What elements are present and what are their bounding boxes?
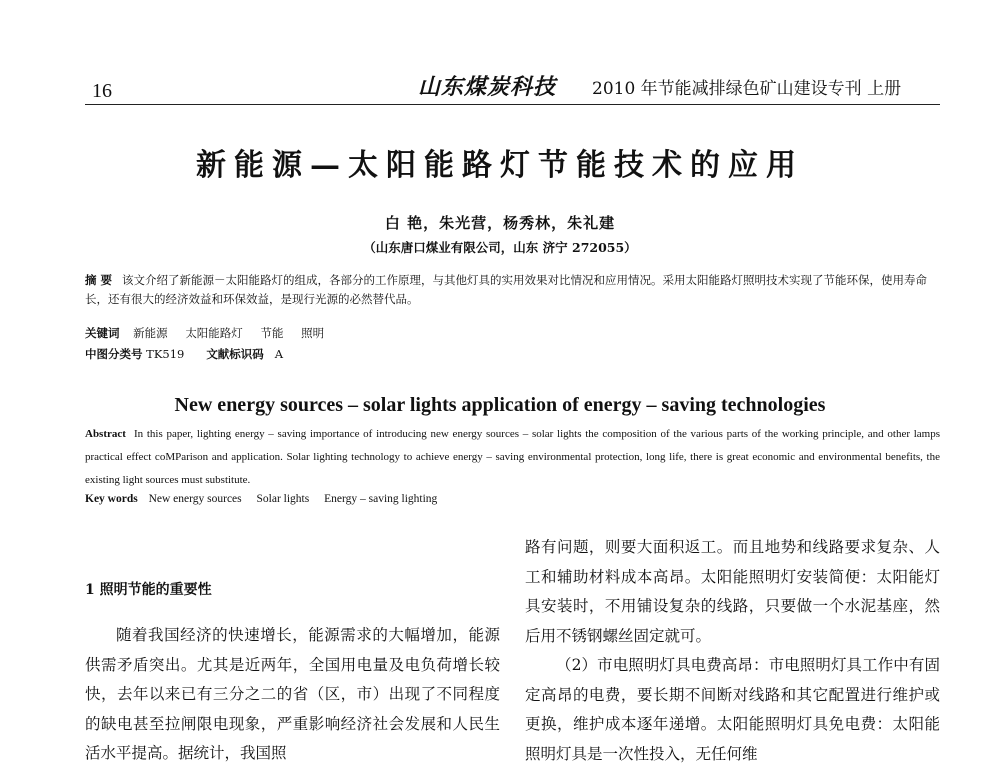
keyword-cn: 节能 [260,326,284,340]
classification-line [85,346,283,362]
doc-code-label: 文献标识码 [206,347,264,361]
doc-code-value: A [274,347,284,361]
body-column-left [85,621,500,769]
header-divider [85,104,940,105]
keyword-cn: 照明 [301,326,325,340]
article-title-cn: 新能源—太阳能路灯节能技术的应用 [196,148,804,183]
abstract-en-label: Abstract [85,428,126,440]
keywords-en-label: Key words [85,493,138,505]
keywords-en [85,493,449,505]
abstract-cn-text: 该文介绍了新能源－太阳能路灯的组成，各部分的工作原理，与其他灯具的实用效果对比情况和应用情况。采用太阳能路灯照明技术实现了节能环保，使用寿命长，还有很大的经济效益和环保效益，是现行光源的必然替代品。 [85,273,928,306]
keyword-en: Energy – saving lighting [324,493,438,505]
body-paragraph: 路有问题，则要大面积返工。而且地势和线路要求复杂、人工和辅助材料成本高昂。太阳能照明灯安装简便：太阳能灯具安装时，不用铺设复杂的线路，只要做一个水泥基座，然后用不锈钢螺丝固定就可。 [525,538,940,645]
page-number: 16 [92,80,112,102]
journal-logo: 山东煤炭科技 [418,74,557,100]
keywords-cn [85,325,338,341]
body-paragraph: 随着我国经济的快速增长，能源需求的大幅增加，能源供需矛盾突出。尤其是近两年，全国用电量及电负荷增长较快，去年以来已有三分之二的省（区，市）出现了不同程度的缺电甚至拉闸限电现象，严重影响经济社会发展和人民生活水平提高。据统计，我国照 [85,626,500,762]
section-heading: 1 照明节能的重要性 [85,582,212,598]
keyword-en: New energy sources [148,493,242,505]
issue-title: 2010 年节能减排绿色矿山建设专刊 上册 [592,79,902,99]
keyword-cn: 新能源 [133,326,168,340]
abstract-en [85,423,940,492]
body-column-right [525,533,940,769]
body-paragraph: （2）市电照明灯具电费高昂：市电照明灯具工作中有固定高昂的电费，要长期不间断对线路和其它配置进行维护或更换，维护成本逐年递增。太阳能照明灯具免电费：太阳能照明灯具是一次性投入，无任何维 [525,656,940,763]
keyword-en: Solar lights [256,493,310,505]
clc-label: 中图分类号 [85,347,143,361]
abstract-cn [85,271,940,309]
affiliation: （山东唐口煤业有限公司，山东 济宁 272055） [363,240,637,255]
keywords-cn-label: 关键词 [85,326,120,340]
keyword-cn: 太阳能路灯 [185,326,243,340]
abstract-cn-label: 摘 要 [85,273,113,287]
article-title-en: New energy sources – solar lights application of energy – saving technologies [174,394,826,416]
authors: 白 艳，朱光营，杨秀林，朱礼建 [384,214,616,232]
clc-value: TK519 [146,347,185,361]
abstract-en-text: In this paper, lighting energy – saving importance of introducing new energy sources – solar lights the composition of the various parts of the working principle, and other lamps practical effect coMParison and application. Solar lighting technology to achieve energy – saving environmental protection, long life, there is great economic and environmental benefits, the existing light sources must substitute. [85,428,940,486]
